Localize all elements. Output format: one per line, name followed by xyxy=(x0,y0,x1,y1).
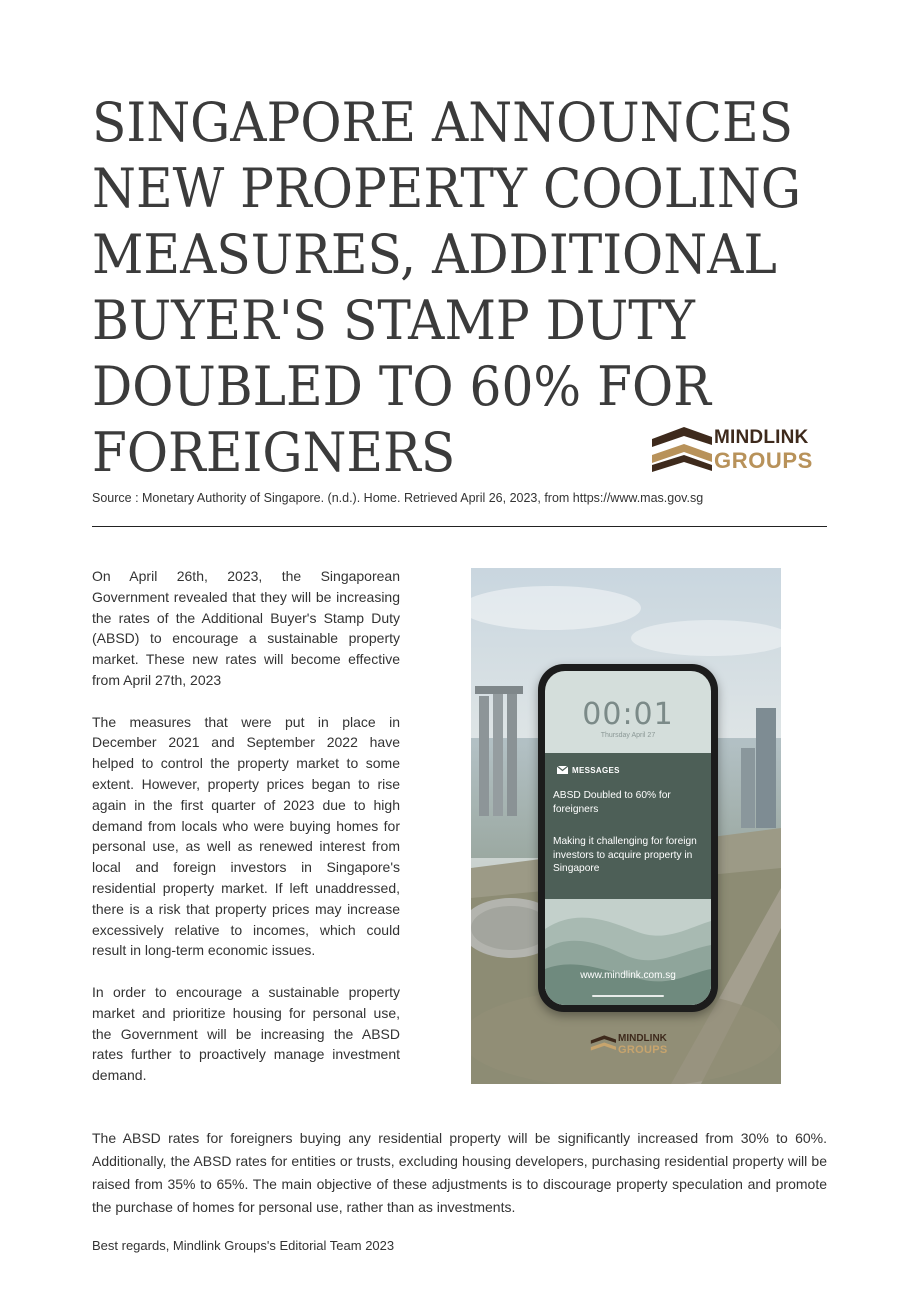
promo-logo-groups: GROUPS xyxy=(618,1044,668,1056)
messages-header: MESSAGES xyxy=(572,766,620,775)
headline-line-6: FOREIGNERS xyxy=(92,421,456,484)
home-indicator xyxy=(592,995,664,997)
paragraph-1: On April 26th, 2023, the Singaporean Government revealed that they will be increasing the rates of the Additional Buyer's Stamp Duty (ABSD) to encourage a sustainable property market. These new rates will become effective from April 27th, 2023 xyxy=(92,568,400,688)
headline-line-4: BUYER'S STAMP DUTY xyxy=(92,289,695,352)
headline-line-2: NEW PROPERTY COOLING xyxy=(92,157,801,220)
source-citation: Source : Monetary Authority of Singapore. (n.d.). Home. Retrieved April 26, 2023, from https://www.mas.gov.sg xyxy=(92,491,704,505)
headline-line-1: SINGAPORE ANNOUNCES xyxy=(92,91,794,154)
paragraph-3: In order to encourage a sustainable property market and prioritize housing for personal use, the Government will be increasing the ABSD rates further to proactively manage investment demand. xyxy=(92,983,400,1084)
signoff: Best regards, Mindlink Groups's Editorial Team 2023 xyxy=(92,1238,395,1253)
hills-wallpaper xyxy=(545,899,711,1005)
clock-date: Thursday April 27 xyxy=(600,732,656,739)
logo-word-mindlink: MINDLINK xyxy=(714,427,809,448)
message-1: ABSD Doubled to 60% for foreigners xyxy=(553,790,671,815)
message-2: Making it challenging for foreign investors to acquire property in Singapore xyxy=(553,836,697,874)
article-column xyxy=(92,566,400,1107)
mindlink-logo-mark-icon xyxy=(650,425,712,475)
paragraph-2: The measures that were put in place in December 2021 and September 2022 have helped to control the property market to some extent. However, property prices began to rise again in the first quarter of 2023 due to high demand from locals who were buying homes for personal use, as well as renewed interest from local and foreign investors in Singapore's residential property market. If left unaddressed, there is a risk that property prices may increase excessively relative to incomes, which could result in long-term economic issues. xyxy=(92,713,400,959)
phone-mockup xyxy=(538,664,718,1012)
logo-word-groups: GROUPS xyxy=(714,448,813,473)
headline-line-3: MEASURES, ADDITIONAL xyxy=(92,223,777,286)
mail-icon xyxy=(557,766,568,774)
phone-screen xyxy=(545,671,711,1005)
clock-time: 00:01 xyxy=(582,697,674,732)
promo-logo xyxy=(590,1030,680,1060)
mindlink-logo-small-icon xyxy=(590,1032,616,1058)
paragraph-4: The ABSD rates for foreigners buying any residential property will be significantly increased from 30% to 60%. Additionally, the ABSD rates for entities or trusts, excluding housing developers, purchasing residential property will be raised from 35% to 65%. The main objective of these adjustments is to discourage property speculation and promote the purchase of homes for personal use, rather than as investments. xyxy=(92,1130,827,1215)
promo-logo-mindlink: MINDLINK xyxy=(618,1033,667,1044)
headline-line-5: DOUBLED TO 60% FOR xyxy=(92,355,711,418)
divider xyxy=(92,526,827,527)
mindlink-logo xyxy=(650,425,820,475)
website-url: www.mindlink.com.sg xyxy=(580,970,676,981)
message-panel xyxy=(545,753,711,899)
